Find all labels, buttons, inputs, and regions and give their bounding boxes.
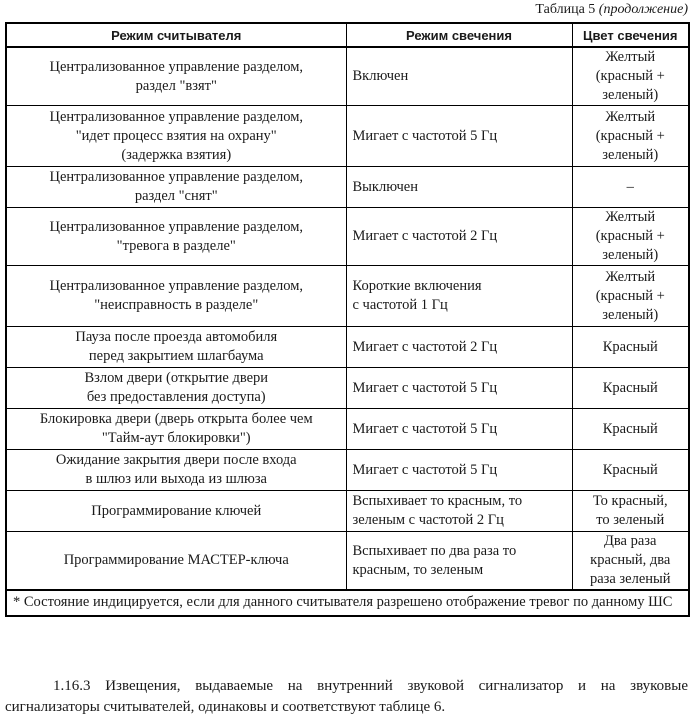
light-mode-cell [346, 450, 572, 491]
light-color-cell-line: Красный [602, 461, 658, 478]
reader-mode-cell-line: Ожидание закрытия двери после входа [55, 452, 297, 468]
reader-mode-cell-line: Централизованное управление разделом, [49, 218, 304, 235]
light-mode-cell-line: Мигает с частотой 5 Гц [352, 461, 498, 478]
reader-mode-cell [6, 266, 346, 327]
table-row [6, 491, 689, 532]
light-mode-cell-line: красным, то зеленым [352, 561, 484, 578]
light-color-cell [572, 409, 689, 450]
light-color-cell [572, 167, 689, 208]
reader-mode-cell-line: в шлюз или выхода из шлюза [85, 471, 267, 487]
light-color-cell-line: Желтый [605, 108, 656, 125]
light-color-cell-line: зеленый) [602, 306, 659, 323]
light-mode-cell [346, 47, 572, 106]
reader-mode-cell [6, 450, 346, 491]
header-reader-mode: Режим считывателя [6, 23, 346, 47]
light-color-cell [572, 327, 689, 368]
reader-mode-cell-line: без предоставления доступа) [86, 389, 266, 405]
reader-mode-cell [6, 47, 346, 106]
light-color-cell-line: Желтый [605, 268, 656, 285]
reader-mode-cell [6, 106, 346, 167]
light-mode-cell [346, 532, 572, 591]
table-row [6, 106, 689, 167]
light-color-cell [572, 47, 689, 106]
reader-mode-cell [6, 327, 346, 368]
light-color-cell-line: (красный + [595, 287, 665, 304]
table-row [6, 409, 689, 450]
reader-mode-cell-line: "неисправность в разделе" [94, 297, 259, 313]
reader-mode-cell [6, 167, 346, 208]
reader-mode-cell-line: перед закрытием шлагбаума [88, 348, 264, 364]
light-mode-cell [346, 409, 572, 450]
reader-mode-cell-line: Централизованное управление разделом, [49, 278, 304, 294]
light-color-cell-line: Два раза [604, 533, 657, 549]
reader-mode-cell-line: Централизованное управление разделом, [49, 169, 304, 185]
light-mode-cell-line: с частотой 1 Гц [352, 297, 448, 313]
table-row [6, 532, 689, 591]
reader-mode-cell-line: "Тайм-аут блокировки") [101, 430, 251, 446]
light-mode-cell-line: Короткие включения [352, 278, 482, 294]
reader-mode-cell-line: раздел "снят" [134, 188, 218, 204]
light-color-cell-line: (красный + [595, 228, 665, 244]
light-color-cell [572, 532, 689, 591]
table-row [6, 368, 689, 409]
light-mode-cell [346, 106, 572, 167]
light-color-cell-line: Красный [602, 379, 658, 396]
light-mode-cell-line: Мигает с частотой 5 Гц [352, 420, 498, 437]
reader-mode-cell [6, 368, 346, 409]
light-color-cell [572, 106, 689, 167]
reader-mode-cell-line: (задержка взятия) [121, 146, 232, 163]
table-caption [535, 1, 688, 18]
light-color-cell-line: Желтый [605, 49, 656, 65]
reader-mode-cell-line: "тревога в разделе" [116, 237, 236, 254]
light-color-cell-line: (красный + [595, 68, 665, 84]
reader-mode-cell-line: "идет процесс взятия на охрану" [75, 127, 277, 144]
reader-mode-cell [6, 409, 346, 450]
table-footnote: * Состояние индицируется, если для данного считывателя разрешено отображение тревог по данному ШС [6, 590, 689, 616]
section-paragraph: 1.16.3 Извещения, выдаваемые на внутренний звуковой сигнализатор и на звуковые сигнализаторы считывателей, одинаковы и соответствуют таблице 6. [5, 678, 688, 715]
light-color-cell-line: зеленый) [602, 87, 659, 103]
light-mode-cell [346, 208, 572, 266]
header-light-color: Цвет свечения [572, 23, 689, 47]
reader-mode-cell-line: Программирование МАСТЕР-ключа [63, 552, 289, 568]
light-mode-cell-line: Мигает с частотой 2 Гц [352, 228, 498, 244]
reader-mode-cell-line: Программирование ключей [91, 502, 262, 519]
reader-mode-cell-line: Централизованное управление разделом, [49, 108, 304, 125]
table-row [6, 327, 689, 368]
light-mode-cell [346, 368, 572, 409]
reader-mode-cell [6, 208, 346, 266]
light-mode-cell-line: Включен [352, 68, 409, 84]
light-color-cell [572, 450, 689, 491]
reader-mode-cell-line: Взлом двери (открытие двери [84, 370, 269, 386]
light-mode-cell [346, 491, 572, 532]
header-light-mode: Режим свечения [346, 23, 572, 47]
reader-mode-cell [6, 491, 346, 532]
light-mode-cell-line: Мигает с частотой 5 Гц [352, 379, 498, 396]
reader-mode-cell-line: Пауза после проезда автомобиля [75, 329, 278, 345]
light-color-cell-line: Красный [602, 420, 658, 437]
light-color-cell [572, 368, 689, 409]
light-color-cell-line: (красный + [595, 127, 665, 144]
light-color-cell [572, 208, 689, 266]
table-row [6, 167, 689, 208]
light-color-cell-line: раза зеленый [589, 571, 671, 587]
light-mode-cell-line: Вспыхивает то красным, то [352, 493, 523, 509]
light-mode-cell-line: Мигает с частотой 5 Гц [352, 127, 498, 144]
table-row [6, 266, 689, 327]
light-color-cell-line: Желтый [605, 209, 656, 225]
reader-modes-table [5, 22, 690, 617]
light-mode-cell [346, 167, 572, 208]
reader-mode-cell-line: раздел "взят" [135, 77, 217, 94]
light-mode-cell-line: Вспыхивает по два раза то [352, 542, 517, 559]
table-header-row [6, 23, 689, 47]
table-row [6, 450, 689, 491]
light-color-cell [572, 491, 689, 532]
light-color-cell-line: Красный [602, 338, 658, 355]
light-mode-cell-line: зеленым с частотой 2 Гц [352, 512, 504, 528]
table-row [6, 208, 689, 266]
light-color-cell-line: То красный, [592, 493, 668, 509]
light-color-cell-line: то зеленый [596, 512, 665, 528]
light-color-cell-line: – [626, 178, 634, 195]
light-mode-cell [346, 327, 572, 368]
light-mode-cell-line: Выключен [352, 178, 418, 195]
light-mode-cell-line: Мигает с частотой 2 Гц [352, 338, 498, 355]
light-color-cell-line: зеленый) [602, 247, 659, 263]
light-color-cell-line: красный, два [590, 552, 671, 568]
table-caption-number: Таблица 5 [535, 2, 596, 17]
reader-mode-cell [6, 532, 346, 591]
reader-mode-cell-line: Централизованное управление разделом, [49, 58, 304, 75]
table-caption-continuation: (продолжение) [598, 2, 688, 17]
footnote-row [6, 590, 689, 616]
light-mode-cell [346, 266, 572, 327]
reader-mode-cell-line: Блокировка двери (дверь открыта более чем [39, 411, 313, 427]
light-color-cell-line: зеленый) [602, 146, 659, 163]
table-row [6, 47, 689, 106]
light-color-cell [572, 266, 689, 327]
